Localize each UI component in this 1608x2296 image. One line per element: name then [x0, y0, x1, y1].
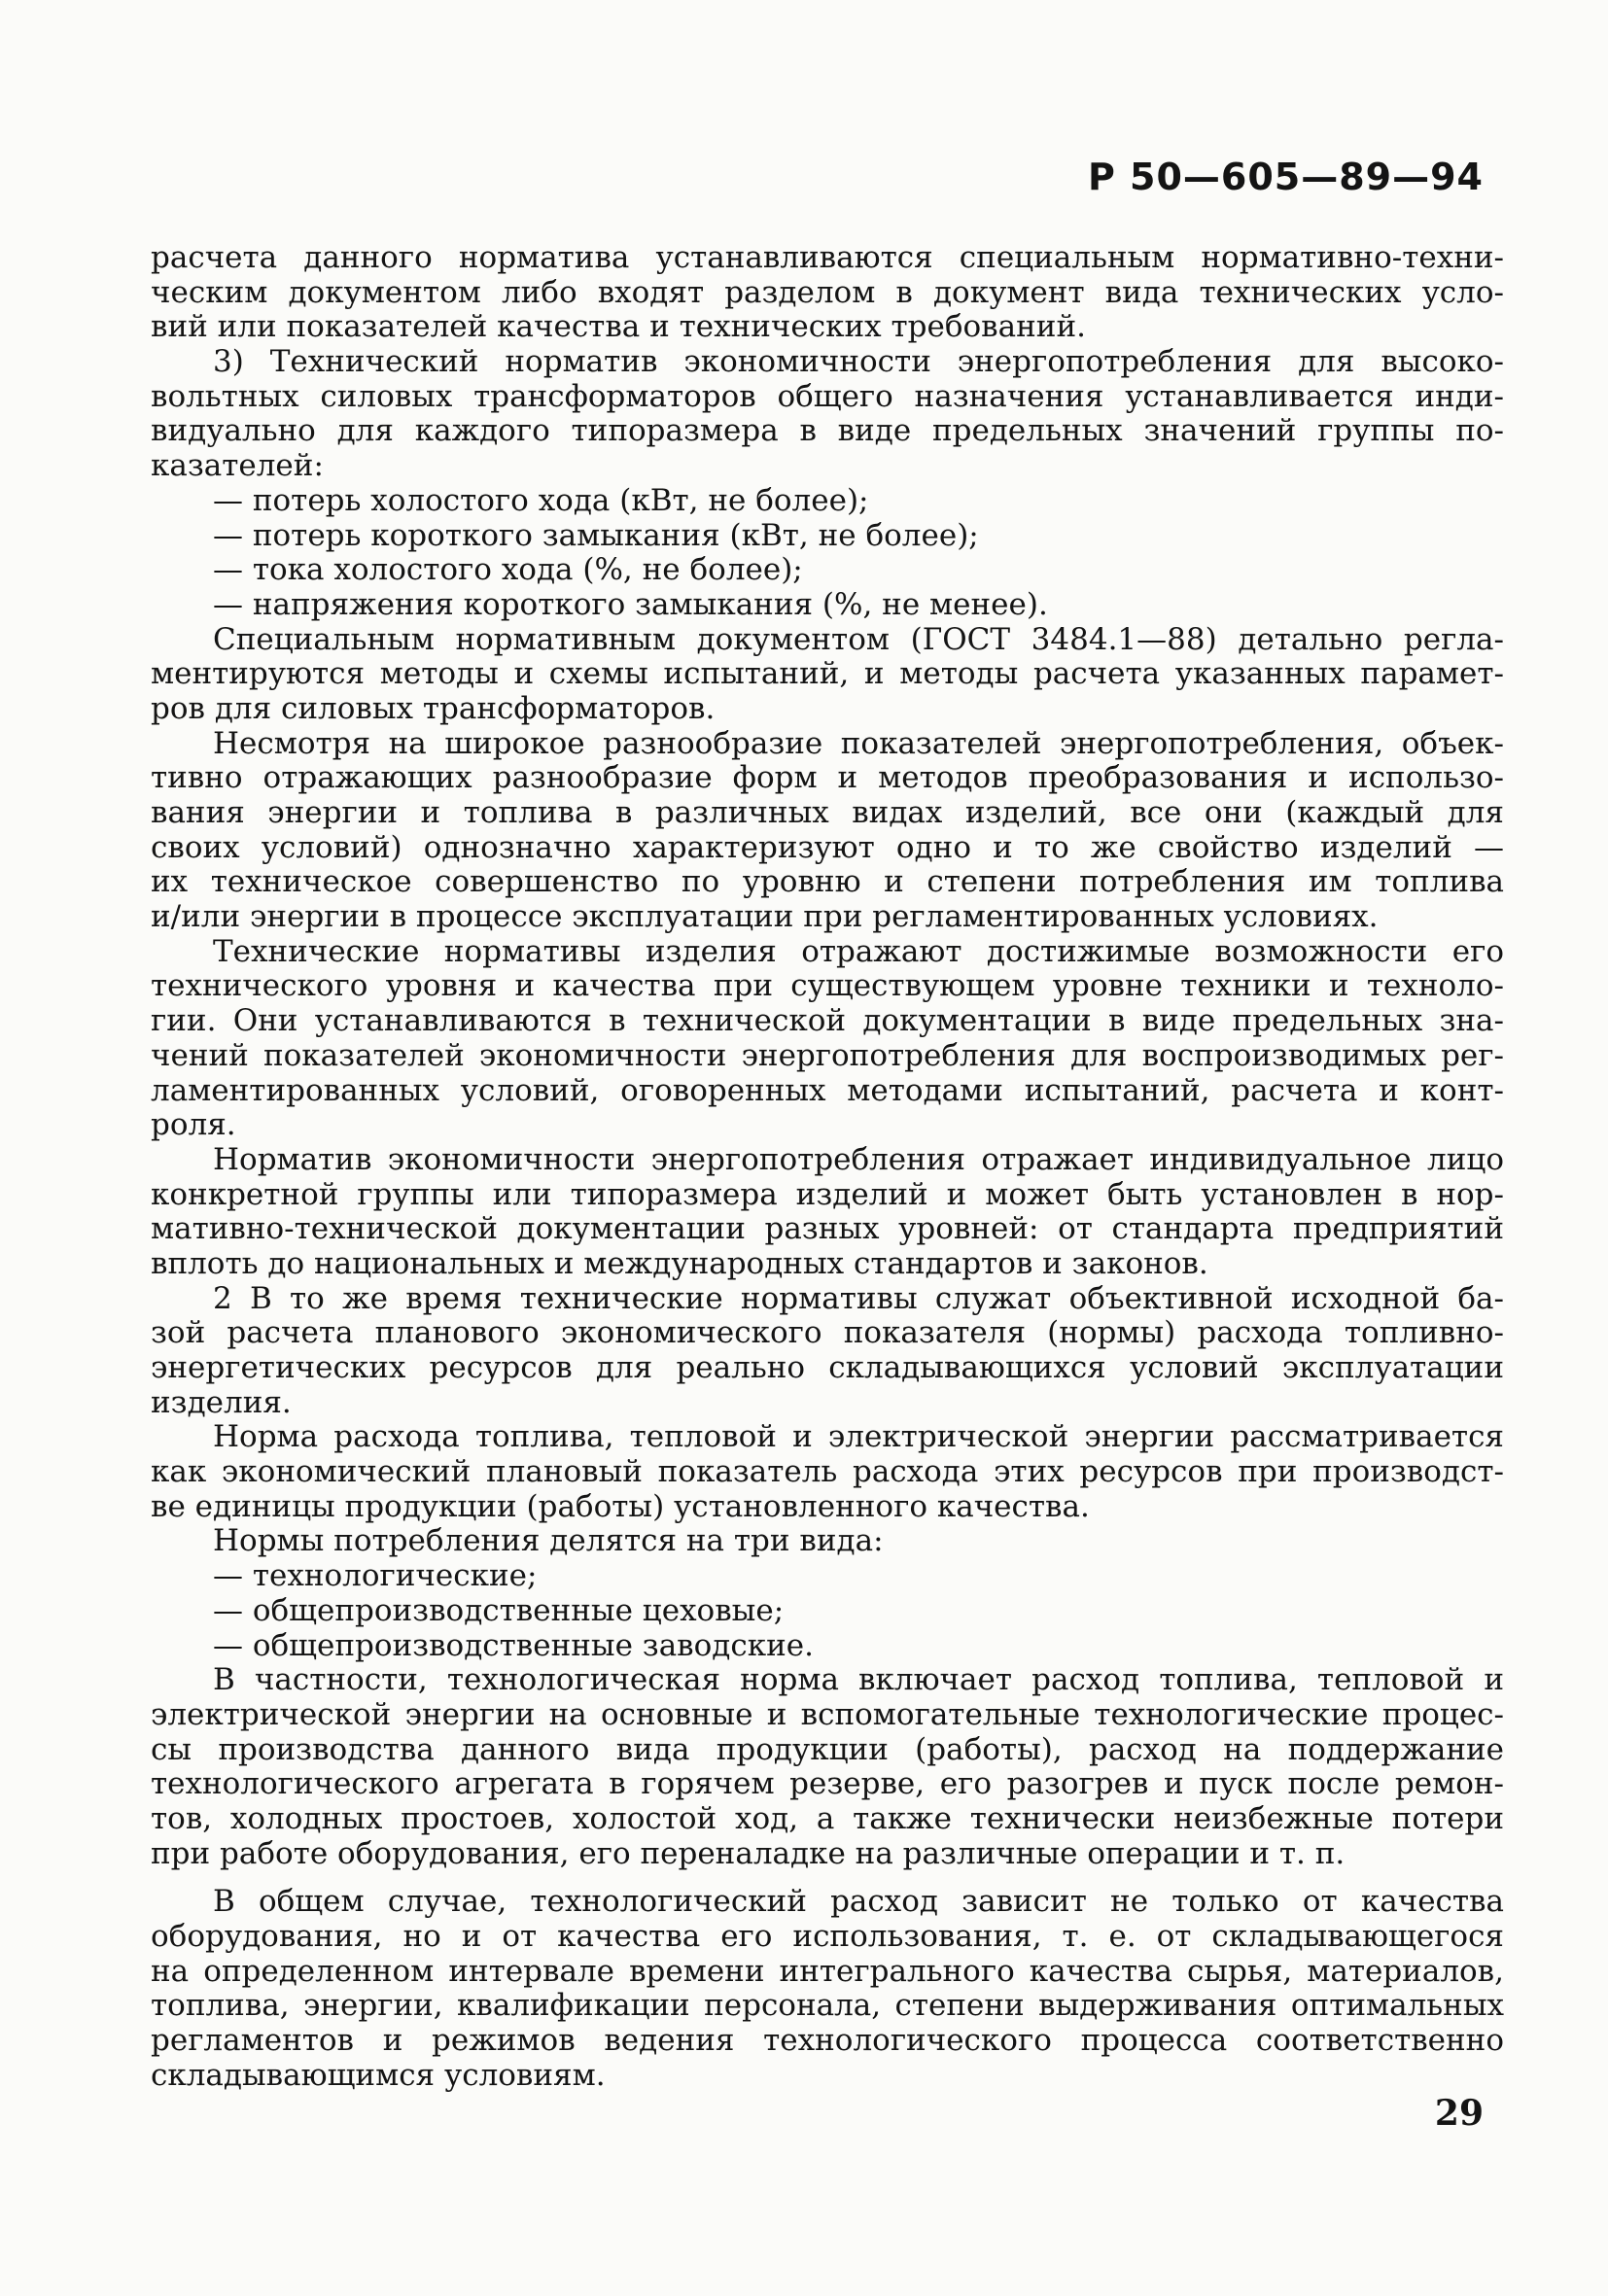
text-line: — напряжения короткого замыкания (%, не менее).	[213, 587, 1048, 622]
text-line: роля.	[151, 1108, 236, 1143]
text-line: — потерь холостого хода (кВт, не более);	[213, 483, 869, 518]
text-line: энергетических ресурсов для реально складывающихся условий эксплуатации	[151, 1351, 1504, 1385]
text-line: 2 В то же время технические нормативы служат объективной исходной ба-	[213, 1281, 1504, 1316]
paragraph	[151, 1663, 1504, 1871]
text-line: технического уровня и качества при существующем уровне техники и техноло-	[151, 969, 1504, 1004]
text-line: на определенном интервале времени интегрального качества сырья, материалов,	[151, 1954, 1504, 1989]
list-item	[151, 1629, 1504, 1664]
text-line: Нормы потребления делятся на три вида:	[213, 1524, 884, 1559]
text-line: чений показателей экономичности энергопотребления для воспроизводимых рег-	[151, 1038, 1504, 1073]
text-line: оборудования, но и от качества его использования, т. е. от складывающегося	[151, 1920, 1504, 1954]
text-line: расчета данного норматива устанавливаются специальным нормативно-техни-	[151, 241, 1504, 275]
text-line: — общепроизводственные цеховые;	[213, 1593, 785, 1628]
text-line: мативно-технической документации разных уровней: от стандарта предприятий	[151, 1212, 1504, 1247]
paragraph	[151, 727, 1504, 935]
text-line: конкретной группы или типоразмера изделий и может быть установлен в нор-	[151, 1177, 1504, 1212]
text-line: зой расчета планового экономического показателя (нормы) расхода топливно-	[151, 1316, 1504, 1351]
text-line: — технологические;	[213, 1559, 538, 1594]
list-item	[151, 1559, 1504, 1594]
text-line: сы производства данного вида продукции (работы), расход на поддержание	[151, 1732, 1504, 1767]
text-line: 3) Технический норматив экономичности энергопотребления для высоко-	[213, 345, 1504, 380]
text-line: своих условий) однозначно характеризуют одно и то же свойство изделий —	[151, 830, 1504, 865]
paragraph	[151, 1420, 1504, 1524]
text-line: вольтных силовых трансформаторов общего назначения устанавливается инди-	[151, 379, 1504, 414]
text-line: ческим документом либо входят разделом в документ вида технических усло-	[151, 275, 1504, 310]
text-line: вания энергии и топлива в различных видах изделий, все они (каждый для	[151, 796, 1504, 830]
text-line: ров для силовых трансформаторов.	[151, 691, 716, 726]
text-line: Несмотря на широкое разнообразие показателей энергопотребления, объек-	[213, 726, 1504, 761]
page-number: 29	[1434, 2093, 1484, 2134]
text-line: Норма расхода топлива, тепловой и электрической энергии рассматривается	[213, 1420, 1504, 1455]
paragraph	[151, 241, 1504, 345]
text-line: как экономический плановый показатель расхода этих ресурсов при производст-	[151, 1455, 1504, 1490]
list-item	[151, 519, 1504, 554]
text-line: регламентов и режимов ведения технологического процесса соответственно	[151, 2024, 1504, 2059]
paragraph	[151, 1282, 1504, 1421]
text-line: Норматив экономичности энергопотребления отражает индивидуальное лицо	[213, 1142, 1504, 1177]
text-line: ламентированных условий, оговоренных методами испытаний, расчета и конт-	[151, 1073, 1504, 1108]
text-line: — потерь короткого замыкания (кВт, не более);	[213, 518, 979, 553]
text-line: гии. Они устанавливаются в технической документации в виде предельных зна-	[151, 1004, 1504, 1039]
paragraph	[151, 345, 1504, 484]
text-line: ве единицы продукции (работы) установленного качества.	[151, 1489, 1090, 1524]
paragraph-gap	[151, 1871, 1504, 1885]
text-line: видуально для каждого типоразмера в виде предельных значений группы по-	[151, 414, 1504, 449]
text-line: — общепроизводственные заводские.	[213, 1628, 814, 1663]
text-line: технологического агрегата в горячем резерве, его разогрев и пуск после ремон-	[151, 1767, 1504, 1802]
text-line: Технические нормативы изделия отражают достижимые возможности его	[213, 934, 1504, 969]
paragraph	[151, 623, 1504, 727]
text-line: изделия.	[151, 1385, 292, 1420]
text-line: электрической энергии на основные и вспомогательные технологические процес-	[151, 1697, 1504, 1732]
text-line: казателей:	[151, 449, 324, 484]
list-item	[151, 1594, 1504, 1629]
list-item	[151, 588, 1504, 623]
text-line: ментируются методы и схемы испытаний, и методы расчета указанных парамет-	[151, 657, 1504, 692]
text-line: вплоть до национальных и международных стандартов и законов.	[151, 1246, 1208, 1281]
text-line: складывающимся условиям.	[151, 2058, 606, 2093]
paragraph	[151, 1885, 1504, 2093]
text-line: при работе оборудования, его переналадке на различные операции и т. п.	[151, 1836, 1346, 1871]
paragraph	[151, 1143, 1504, 1282]
text-line: В общем случае, технологический расход зависит не только от качества	[213, 1885, 1504, 1920]
body-text	[151, 241, 1504, 2093]
text-line: тивно отражающих разнообразие форм и методов преобразования и использо-	[151, 761, 1504, 796]
text-line: Специальным нормативным документом (ГОСТ 3484.1—88) детально регла-	[213, 622, 1504, 657]
list-item	[151, 553, 1504, 588]
text-line: В частности, технологическая норма включает расход топлива, тепловой и	[213, 1663, 1504, 1698]
text-line: их техническое совершенство по уровню и степени потребления им топлива	[151, 865, 1504, 900]
text-line: тов, холодных простоев, холостой ход, а также технически неизбежные потери	[151, 1801, 1504, 1836]
text-line: и/или энергии в процессе эксплуатации при регламентированных условиях.	[151, 900, 1379, 935]
text-line: вий или показателей качества и технических требований.	[151, 310, 1086, 345]
list-item	[151, 484, 1504, 519]
text-line: — тока холостого хода (%, не более);	[213, 553, 803, 588]
document-code-header: Р 50—605—89—94	[1087, 156, 1484, 198]
paragraph	[151, 1524, 1504, 1559]
paragraph	[151, 935, 1504, 1143]
text-line: топлива, энергии, квалификации персонала, степени выдерживания оптимальных	[151, 1989, 1504, 2024]
